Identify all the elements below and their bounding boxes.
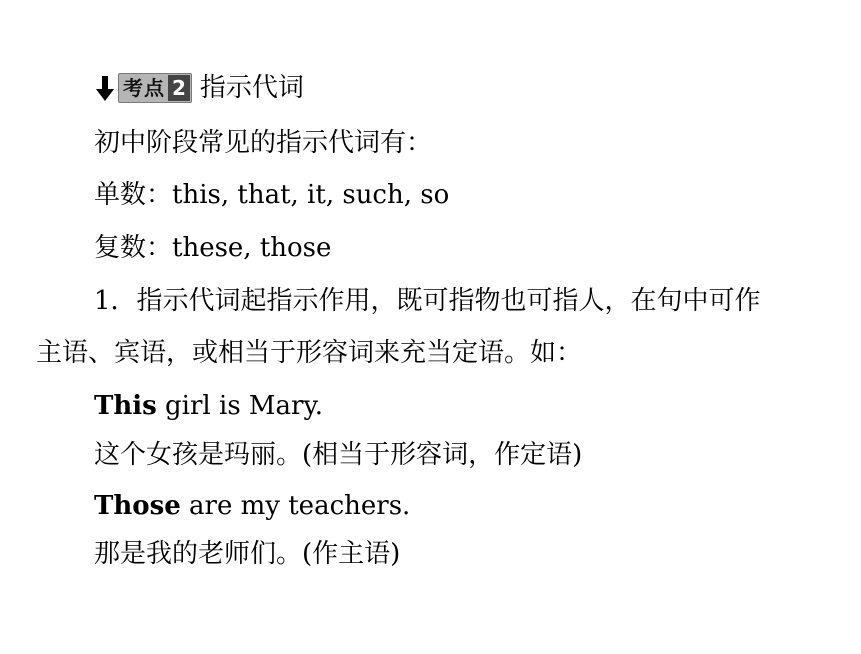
example-1-rest: girl is Mary. bbox=[156, 391, 323, 421]
example-sentence-1 bbox=[94, 391, 323, 421]
example-2-keyword: Those bbox=[94, 491, 181, 521]
section-heading bbox=[94, 70, 304, 106]
badge-number: 2 bbox=[168, 75, 190, 101]
point1-line1: 1．指示代词起指示作用，既可指物也可指人，在句中可作 bbox=[94, 286, 761, 316]
exam-point-badge bbox=[118, 73, 192, 103]
intro-text: 初中阶段常见的指示代词有： bbox=[94, 128, 433, 158]
section-title: 指示代词 bbox=[199, 73, 304, 103]
example-sentence-2 bbox=[94, 491, 410, 521]
singular-list: 单数：this, that, it, such, so bbox=[94, 180, 450, 210]
example-translation-2: 那是我的老师们。(作主语) bbox=[94, 539, 401, 569]
example-2-rest: are my teachers. bbox=[180, 491, 411, 521]
down-arrow-icon bbox=[94, 73, 116, 103]
point1-line2: 主语、宾语，或相当于形容词来充当定语。如： bbox=[36, 338, 583, 368]
example-1-keyword: This bbox=[94, 391, 157, 421]
badge-label: 考点 bbox=[123, 76, 165, 100]
plural-list: 复数：these, those bbox=[94, 233, 332, 263]
example-translation-1: 这个女孩是玛丽。(相当于形容词，作定语) bbox=[94, 440, 583, 470]
